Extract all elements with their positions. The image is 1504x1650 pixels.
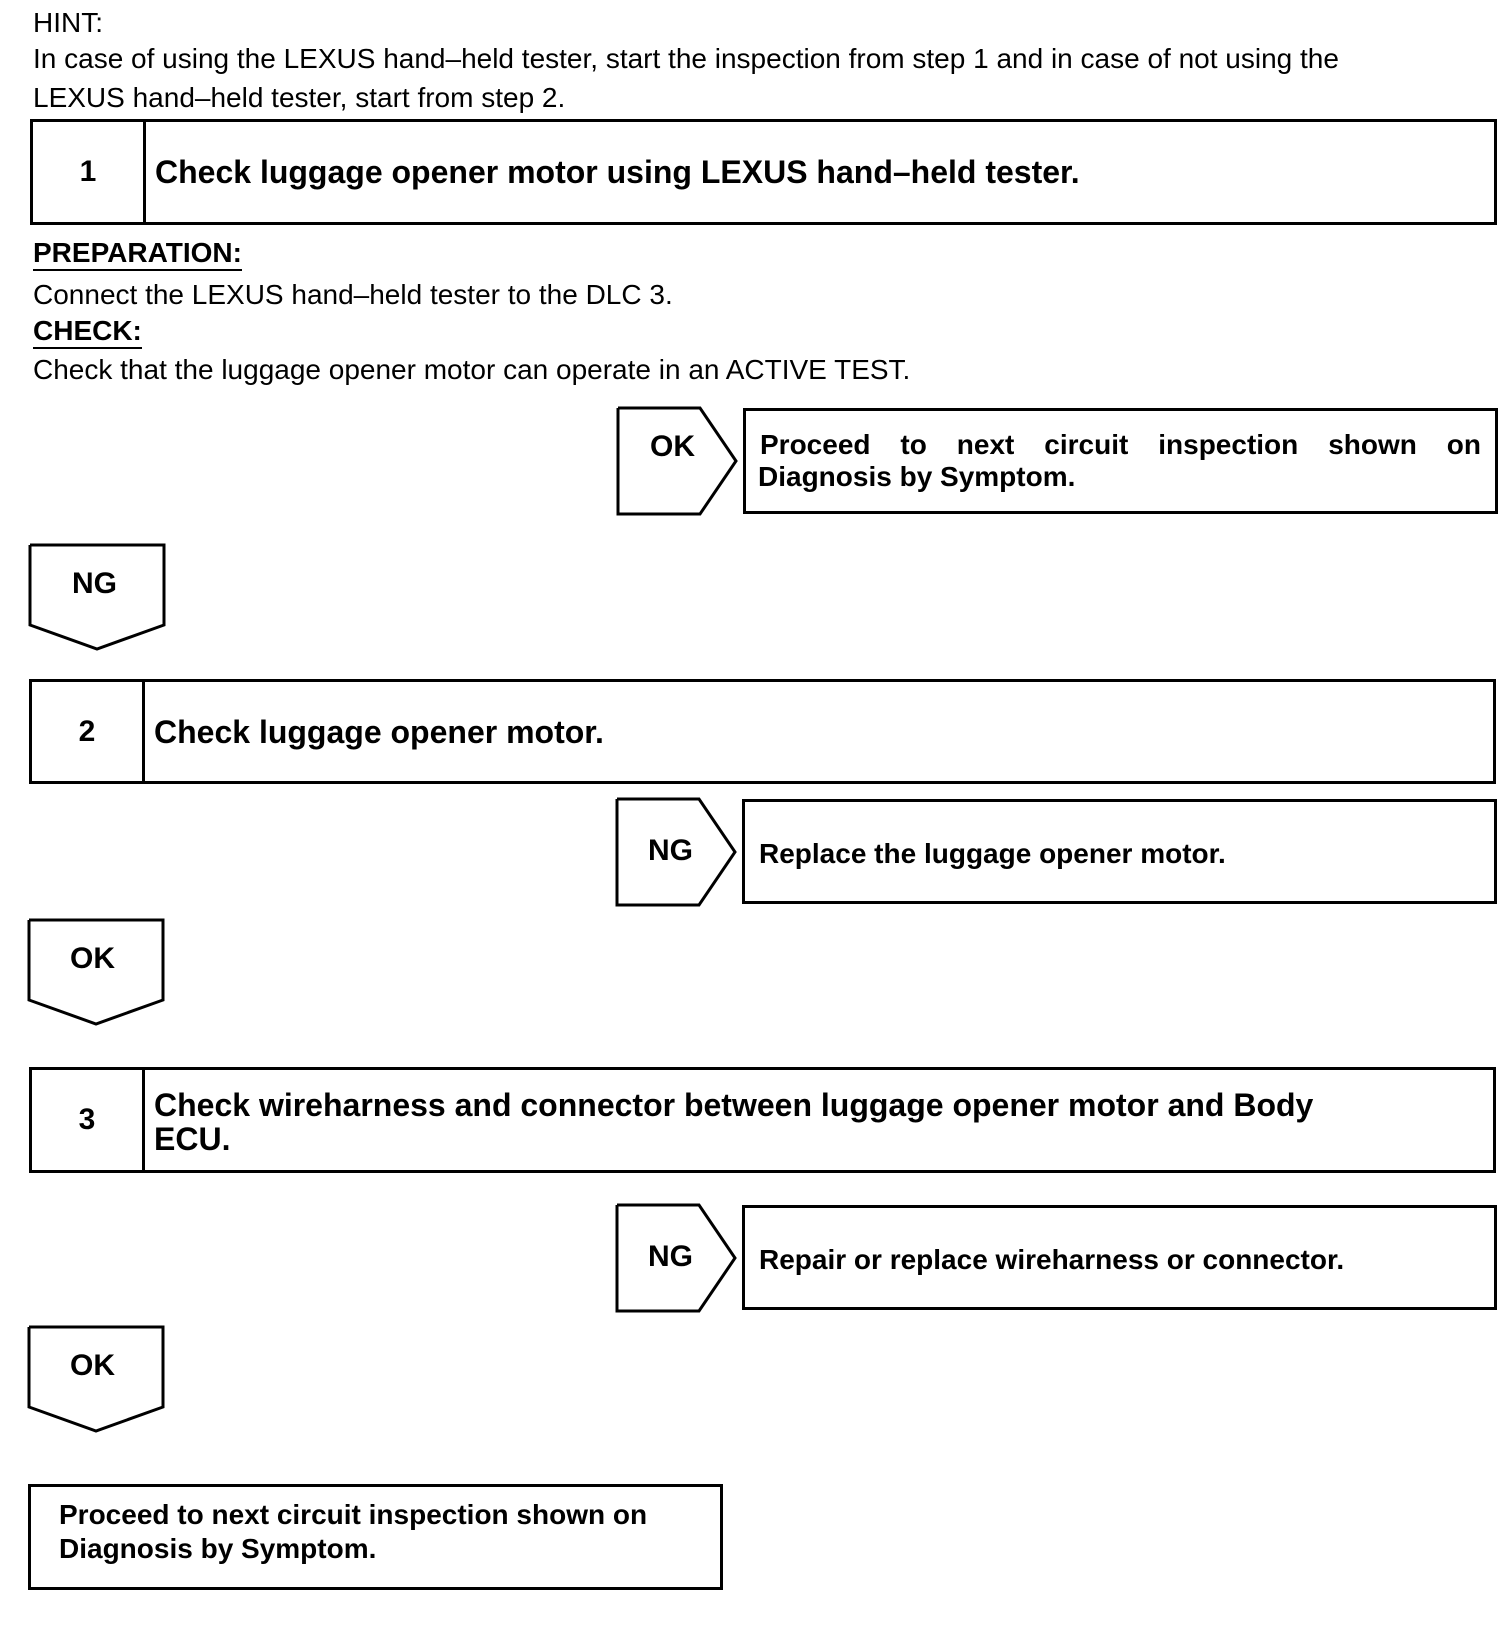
final-result: [28, 1484, 723, 1590]
step-1-number: 1: [33, 122, 146, 222]
step-2-ng-result: [742, 799, 1497, 904]
hint-line-2: LEXUS hand–held tester, start from step 2.: [33, 82, 566, 113]
step-3-number: 3: [32, 1070, 145, 1170]
step-1-ng-label: NG: [72, 567, 117, 600]
step-1-ng-arrow: [30, 545, 165, 652]
hint-label: HINT:: [33, 7, 103, 38]
step-3-ng-result-text: Repair or replace wireharness or connector.: [759, 1244, 1345, 1275]
step-3-ng-label: NG: [648, 1240, 693, 1273]
step-2-ok-label: OK: [70, 942, 115, 975]
step-3-title-line-2: ECU.: [154, 1121, 231, 1157]
step-1-ok-arrow: [618, 408, 738, 514]
step-1-ok-result-line-2: Diagnosis by Symptom.: [758, 461, 1076, 492]
check-label: [33, 312, 142, 350]
hint-line-1: In case of using the LEXUS hand–held tester, start the inspection from step 1 and in case of not using the: [33, 43, 1339, 74]
step-3-title: [154, 1070, 1483, 1170]
step-3-ng-result: [742, 1205, 1497, 1310]
step-1-ok-label: OK: [650, 430, 695, 463]
step-2-number: 2: [32, 682, 145, 781]
final-result-line-2: Diagnosis by Symptom.: [59, 1533, 377, 1564]
step-3-ng-arrow: [617, 1205, 737, 1311]
final-result-line-1: Proceed to next circuit inspection shown on: [59, 1499, 648, 1530]
check-label-text: CHECK:: [33, 315, 142, 349]
step-2-ng-arrow: [617, 799, 737, 905]
step-3-box: [29, 1067, 1496, 1173]
step-2-ng-label: NG: [648, 834, 693, 867]
preparation-label-text: PREPARATION:: [33, 237, 242, 271]
step-1-title: Check luggage opener motor using LEXUS hand–held tester.: [155, 154, 1080, 190]
step-1-box: [30, 119, 1497, 225]
step-2-ok-arrow: [29, 920, 164, 1027]
step-2-ng-result-text: Replace the luggage opener motor.: [759, 838, 1226, 869]
preparation-label: [33, 234, 242, 272]
check-text: Check that the luggage opener motor can operate in an ACTIVE TEST.: [33, 354, 911, 385]
step-1-ok-result: [743, 408, 1498, 514]
step-3-ok-arrow: [29, 1327, 164, 1434]
step-2-title: Check luggage opener motor.: [154, 713, 604, 750]
preparation-text: Connect the LEXUS hand–held tester to the DLC 3.: [33, 279, 673, 310]
step-2-box: [29, 679, 1496, 784]
step-3-title-line-1: Check wireharness and connector between luggage opener motor and Body: [154, 1087, 1314, 1123]
step-3-ok-label: OK: [70, 1349, 115, 1382]
step-1-ok-result-line-1: Proceed to next circuit inspection shown on: [760, 429, 1481, 460]
